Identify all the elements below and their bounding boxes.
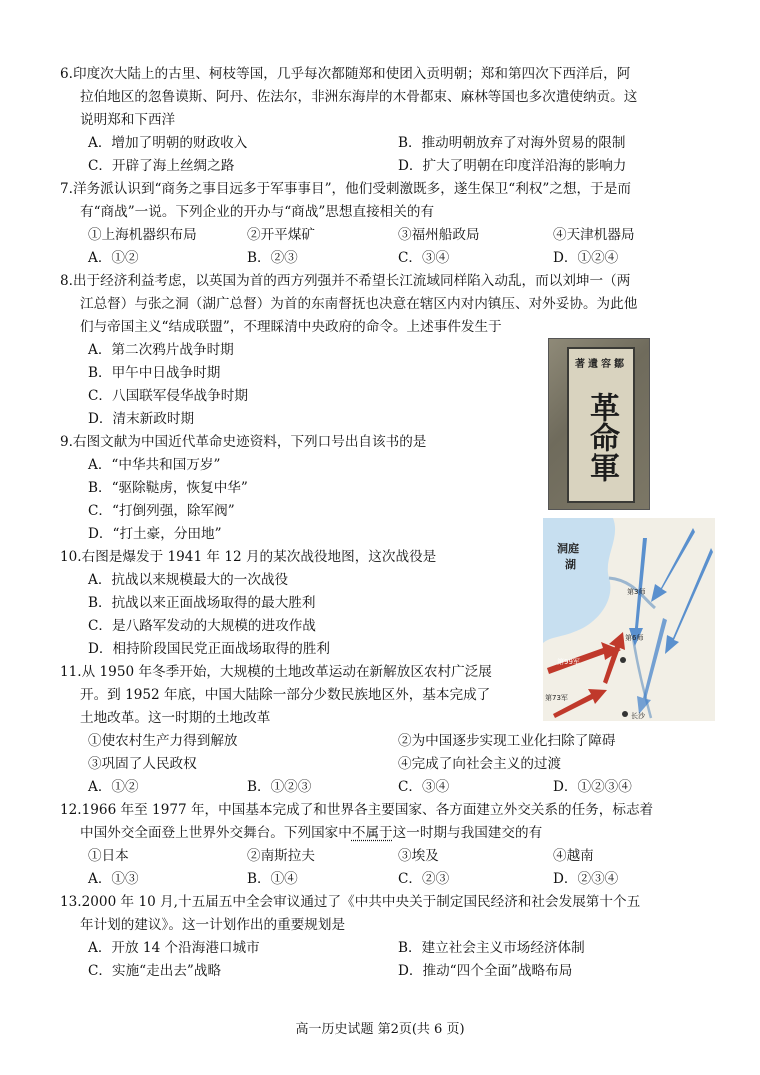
q12-option-b: B．①④ [247, 871, 298, 887]
q10-option-a: A．抗战以来规模最大的一次战役 [88, 572, 289, 588]
q12-item-1: ①日本 [88, 848, 129, 864]
q7-item-1: ①上海机器织布局 [88, 227, 197, 243]
q10-option-d: D．相持阶段国民党正面战场取得的胜利 [88, 641, 330, 657]
q8-option-c: C．八国联军侵华战争时期 [88, 388, 248, 404]
q9-stem-line-1: 9.右图文献为中国近代革命史迹资料，下列口号出自该书的是 [60, 434, 427, 450]
map-city-dot [620, 657, 626, 663]
q7-stem-line-1: 7.洋务派认识到“商务之事目远多于军事事目”，他们受刺激既多，遂生保卫“利权”之想，于是而 [60, 181, 631, 197]
q8-stem-line-1: 8.出于经济利益考虑，以英国为首的西方列强并不希望长江流域同样陷入动乱，而以刘坤一（两 [60, 273, 631, 289]
q6-option-b: B．推动明朝放弃了对海外贸易的限制 [398, 135, 626, 151]
q8-stem-line-3: 们与帝国主义“结成联盟”，不理睬清中央政府的命令。上述事件发生于 [80, 319, 502, 335]
q9-option-b: B．“驱除鞑虏，恢复中华” [88, 480, 248, 496]
book-author-text: 著遺容鄒 [575, 359, 627, 370]
book-cover-image [548, 338, 650, 510]
page-footer: 高一历史试题 第2页(共 6 页) [295, 1022, 465, 1037]
q7-option-b: B．②③ [247, 250, 298, 266]
q11-item-1: ①使农村生产力得到解放 [88, 733, 238, 749]
map-changsha-dot [622, 711, 628, 717]
q11-option-c: C．③④ [398, 779, 450, 795]
q11-option-a: A．①② [88, 779, 139, 795]
q6-stem-line-1: 6.印度次大陆上的古里、柯枝等国，几乎每次都随郑和使团入贡明朝；郑和第四次下西洋后，阿 [60, 66, 631, 82]
q12-stem-line-1: 12.1966 年至 1977 年，中国基本完成了和世界各主要国家、各方面建立外交关系的任务，标志着 [60, 802, 654, 818]
q13-option-c: C．实施“走出去”战略 [88, 963, 222, 979]
q11-stem-line-2: 开。到 1952 年底，中国大陆除一部分少数民族地区外，基本完成了 [80, 687, 491, 703]
q12-option-d: D．②③④ [553, 871, 619, 887]
q13-option-b: B．建立社会主义市场经济体制 [398, 940, 585, 956]
q11-item-2: ②为中国逐步实现工业化扫除了障碍 [398, 733, 616, 749]
q13-stem-line-1: 13.2000 年 10 月,十五届五中全会审议通过了《中共中央关于制定国民经济和社会发展第十个五 [60, 894, 641, 910]
q12-option-c: C．②③ [398, 871, 450, 887]
q11-item-4: ④完成了向社会主义的过渡 [398, 756, 562, 772]
book-title-text: 革命軍 [584, 392, 619, 482]
map-label-army-73: 第73军 [545, 694, 568, 702]
q11-option-d: D．①②③④ [553, 779, 632, 795]
q13-option-d: D．推动“四个全面”战略布局 [398, 963, 573, 979]
q12-stem-emphasis: 不属于 [351, 825, 393, 841]
q7-item-4: ④天津机器局 [553, 227, 635, 243]
q11-stem-line-3: 土地改革。这一时期的土地改革 [80, 710, 271, 726]
q6-stem-line-2: 拉伯地区的忽鲁谟斯、阿丹、佐法尔，非洲东海岸的木骨都束、麻林等国也多次遣使纳贡。这 [80, 89, 638, 105]
q10-stem-line-1: 10.右图是爆发于 1941 年 12 月的某次战役地图，这次战役是 [60, 549, 437, 565]
q8-option-a: A．第二次鸦片战争时期 [88, 342, 234, 358]
q13-stem-line-2: 年计划的建议》。这一计划作出的重要规划是 [80, 917, 346, 933]
q8-option-d: D．清末新政时期 [88, 411, 195, 427]
q12-stem-line-2 [80, 823, 542, 843]
q12-stem-pre: 中国外交全面登上世界外交舞台。下列国家中 [80, 825, 352, 841]
battle-map-image [543, 518, 715, 721]
q10-option-b: B．抗战以来正面战场取得的最大胜利 [88, 595, 316, 611]
q7-item-2: ②开平煤矿 [247, 227, 315, 243]
q9-option-c: C．“打倒列强，除军阀” [88, 503, 235, 519]
q6-stem-line-3: 说明郑和下西洋 [80, 112, 176, 128]
q11-stem-line-1: 11.从 1950 年冬季开始，大规模的土地改革运动在新解放区农村广泛展 [60, 664, 492, 680]
q7-option-c: C．③④ [398, 250, 450, 266]
book-cover-label [567, 347, 635, 503]
q12-item-3: ③埃及 [398, 848, 439, 864]
map-label-changsha: 长沙 [631, 712, 645, 720]
q7-option-a: A．①② [88, 250, 139, 266]
q12-option-a: A．①③ [88, 871, 139, 887]
q6-option-d: D．扩大了明朝在印度洋沿海的影响力 [398, 158, 627, 174]
map-label-army-3: 第3师 [627, 588, 646, 596]
q8-option-b: B．甲午中日战争时期 [88, 365, 221, 381]
q12-item-2: ②南斯拉夫 [247, 848, 315, 864]
map-label-lake-1: 洞庭 [557, 542, 579, 555]
map-label-lake-2: 湖 [565, 558, 576, 571]
q6-option-a: A．增加了明朝的财政收入 [88, 135, 248, 151]
q8-stem-line-2: 江总督）与张之洞（湖广总督）为首的东南督抚也决意在辖区内对内镇压、对外妥协。为此他 [80, 296, 638, 312]
q11-item-3: ③巩固了人民政权 [88, 756, 197, 772]
q7-stem-line-2: 有“商战”一说。下列企业的开办与“商战”思想直接相关的有 [80, 204, 435, 220]
map-label-army-6: 第6师 [625, 634, 644, 642]
q9-option-a: A．“中华共和国万岁” [88, 457, 221, 473]
q7-item-3: ③福州船政局 [398, 227, 480, 243]
q9-option-d: D．“打土豪，分田地” [88, 526, 222, 542]
q13-option-a: A．开放 14 个沿海港口城市 [88, 940, 260, 956]
q10-option-c: C．是八路军发动的大规模的进攻作战 [88, 618, 316, 634]
q12-item-4: ④越南 [553, 848, 594, 864]
q6-option-c: C．开辟了海上丝绸之路 [88, 158, 235, 174]
q11-option-b: B．①②③ [247, 779, 312, 795]
q12-stem-post: 这一时期与我国建交的有 [392, 825, 543, 841]
q7-option-d: D．①②④ [553, 250, 619, 266]
map-label-army-99: 第99军 [557, 658, 580, 666]
